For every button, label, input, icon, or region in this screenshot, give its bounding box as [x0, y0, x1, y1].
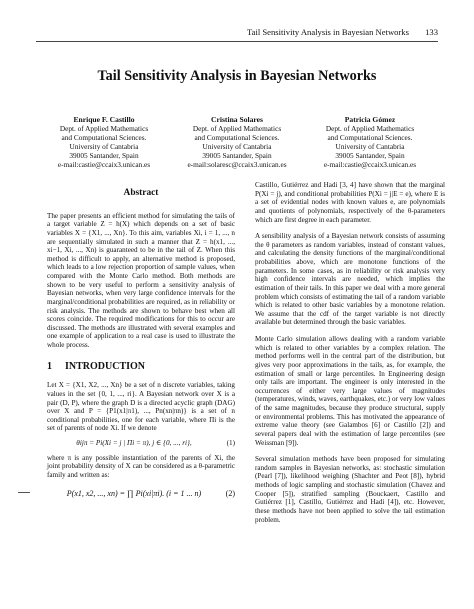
body-paragraph: Monte Carlo simulation allows dealing with a random variable which is related to other variables by a complex relation. The method performs well in the central part of the distribution, but gives very poor approximations in the tails, as, for example, the estimation of small or large percentiles. In Engineering design only tails are important. The engineer is only interested in the occurrences of either very large values of magnitudes (temperatures, winds, waves, earthquakes, etc.) or very low values of the same magnitudes, because they produce structural, supply or environmental problems. This has motivated the appearance of extreme value theory (see Galambos [6] or Castillo [2]) and several papers deal with the estimation of large percentiles (see Weissman [9]). [255, 335, 445, 447]
section-number: 1 [47, 360, 52, 372]
author-3 [306, 115, 434, 170]
body-paragraph: Several simulation methods have been proposed for simulating random samples in Bayesian networks, as: stochastic simulation (Pearl [7]), likelihood weighing (Shachter and Peot [8]), hybrid methods of logic sampling and stochastic simulation (Chavez and Cooper [5]), stratified sampling (Bouckaert, Castillo and Gutiérrez [1], Castillo, Gutiérrez and Hadi [4]), etc. However, these methods have not been applied to solve the tail estimation problem. [255, 455, 445, 524]
left-column [47, 183, 235, 500]
running-head-title: Tail Sensitivity Analysis in Bayesian Networks [247, 27, 409, 37]
section-heading [47, 360, 235, 372]
intro-paragraph: Let X = {X1, X2, ..., Xn} be a set of n discrete variables, taking values in the set {0, 1, ..., ri}. A Bayesian network over X is a pair (D, P), where the graph D is a directed acyclic graph (DAG) over X and P = {P1(x1|π1), ..., Pn(xn|πn)} is a set of n conditional probabilities, one for each variable, where Πi is the set of parents of node Xi. If we denote [47, 381, 235, 433]
author-name: Patricia Gómez [344, 115, 396, 124]
running-head [36, 27, 438, 37]
body-paragraph: Castillo, Gutiérrez and Hadi [3, 4] have shown that the marginal P(Xi = j), and conditional probabilities P(Xi = j|E = e), where E is a set of evidential nodes with known values e, are polynomials and quotients of polynomials, respectively of the θ-parameters which are first degree in each parameter. [255, 181, 445, 224]
author-email: e-mail:castie@ccaix3.unican.es [323, 160, 417, 170]
author-affiliation: Dept. of Applied Mathematics [325, 124, 415, 134]
author-affiliation: University of Cantabria [69, 142, 139, 152]
abstract-text: The paper presents an efficient method for simulating the tails of a target variable Z = h(X) which depends on a set of basic variables X = {X1, ..., Xn}. To this aim, variables Xi, i = 1, ..., n are sequentially simulated in such a manner that Z = h(x1, ..., xi−1, Xi, ..., Xn) is guaranteed to be in the tail of Z. When this method is difficult to apply, an alternative method is proposed, which leads to a low rejection proportion of sample values, when compared with the Monte Carlo method. Both methods are shown to be very useful to perform a sensitivity analysis of Bayesian networks, when very large confidence intervals for the marginal/conditional probabilities are required, as in reliability or risk analysis. The methods are shown to behave best when all scores coincide. The required modifications for this to occur are discussed. The methods are illustrated with several examples and one example of application to a real case is used to illustrate the whole process. [47, 211, 235, 349]
author-affiliation: University of Cantabria [335, 142, 405, 152]
author-affiliation: 39005 Santander, Spain [335, 151, 405, 161]
equation-number: (1) [226, 439, 235, 447]
equation-1 [47, 439, 235, 448]
author-affiliation: and Computational Sciences. [194, 133, 280, 143]
author-affiliation: and Computational Sciences. [327, 133, 413, 143]
author-name: Enrique F. Castillo [73, 115, 135, 124]
author-1 [40, 115, 168, 170]
author-affiliation: University of Cantabria [202, 142, 272, 152]
author-affiliation: Dept. of Applied Mathematics [59, 124, 149, 134]
body-paragraph: A sensibility analysis of a Bayesian network consists of assuming the θ parameters as random variables, instead of constant values, and calculating the density functions of the marginal/conditional probabilities above, which are monotone functions of the parameters. In some cases, as in reliability or risk analysis very high confidence intervals are needed, which implies the estimation of their tails. In this paper we deal with a more general problem which consists of estimating the tail of a random variable which is related to other basic variables by a monotone relation. We assume that the cdf of the target variable is not directly available but determined through the basic variables. [255, 232, 445, 327]
equation-number: (2) [225, 488, 235, 498]
author-email: e-mail:solaresc@ccaix3.unican.es [187, 160, 287, 170]
author-2 [173, 115, 301, 170]
equation-body: P(x1, x2, ..., xn) = ∏ Pi(xi|πi). (i = 1 ... n) [66, 488, 202, 498]
abstract-heading: Abstract [123, 188, 159, 198]
author-affiliation: Dept. of Applied Mathematics [192, 124, 282, 134]
author-affiliation: 39005 Santander, Spain [202, 151, 272, 161]
page-number: 133 [425, 27, 438, 37]
header-rule [36, 41, 438, 42]
section-title: INTRODUCTION [65, 360, 146, 372]
author-name: Cristina Solares [211, 115, 263, 124]
right-column [255, 181, 445, 524]
margin-mark [18, 492, 30, 493]
author-block [40, 115, 434, 170]
author-affiliation: 39005 Santander, Spain [69, 151, 139, 161]
author-affiliation: and Computational Sciences. [61, 133, 147, 143]
equation-2 [47, 490, 235, 499]
author-email: e-mail:castie@ccaix3.unican.es [57, 160, 151, 170]
equation-body: θijπ = Pi(Xi = j | Πi = π), j ∈ {0, ..., ri}, [76, 439, 192, 447]
intro-paragraph: where π is any possible instantiation of the parents of Xi, the joint probability density of X can be considered as a θ-parametric family and written as: [47, 453, 235, 479]
paper-title: Tail Sensitivity Analysis in Bayesian Networks [97, 68, 377, 84]
